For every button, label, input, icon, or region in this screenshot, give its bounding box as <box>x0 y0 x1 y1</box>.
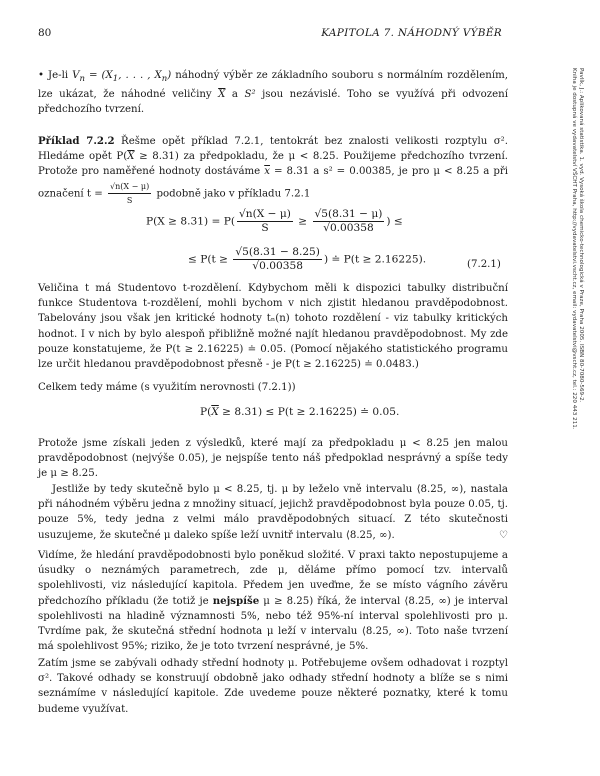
example-text-2: ≥ 8.31) za předpokladu, že μ < 8.25. Použijeme předchozího tvrzení. Protože pro naměřené hodnoty dostáváme <box>38 151 508 178</box>
eq1-f3-den: √0.00358 <box>252 260 303 272</box>
example-text-3: = 8.31 a s² = 0.00385, je pro μ < 8.25 a při označení t = <box>38 166 508 200</box>
chapter-title: KAPITOLA 7. NÁHODNÝ VÝBĚR <box>321 27 502 39</box>
eq1-f3-num: √5(8.31 − 8.25) <box>235 246 320 258</box>
xbar-lower-symbol: $\overline{x}$ <box>264 166 270 178</box>
bullet-text-4: jsou nezávislé. Toho se využívá při odvození předchozího tvrzení. <box>38 89 508 116</box>
eq1-f1-den: S <box>261 222 269 234</box>
eq1-f2-num: √5(8.31 − μ) <box>314 208 383 220</box>
eq1-mid: ≥ <box>298 215 308 228</box>
vn-formula: $V_n = (X_1$, . . . , $X_n$) <box>72 70 172 85</box>
t-fraction-den: S <box>126 195 133 205</box>
xbar-symbol: $\overline{X}$ <box>211 406 219 418</box>
eq1-fraction-1 <box>237 208 293 235</box>
paragraph-variance: Zatím jsme se zabývali odhady střední hodnoty μ. Potřebujeme ovšem odhadovat i rozptyl σ². Takové odhady se konstruují obdobně jako odhady střední hodnoty a blíže se s nimi seznámíme v následující kapitole. Zde uvedeme pouze některé poznatky, které k tomu budeme využívat. <box>38 658 508 715</box>
paragraph-interval-text: Jestliže by tedy skutečně bylo μ < 8.25, tj. μ by leželo vně intervalu ⟨8.25, ∞), nastala při náhodném výběru jedna z množiny situací, jejichž pravděpodobnost byla pouze 0.05, tj. pouze 5%, tedy jedna z velmi málo pravděpodobných situací. Z této skutečnosti usuzujeme, že skutečné μ daleko spíše leží uvnitř intervalu ⟨8.25, ∞). <box>38 484 508 541</box>
xbar-symbol: $\overline{X}$ <box>218 89 226 101</box>
eq1-f2-den: √0.00358 <box>323 222 374 234</box>
bullet-text-3: a <box>225 89 245 101</box>
paragraph-celkem: Celkem tedy máme (s využitím nerovnosti (7.2.1)) <box>38 382 296 393</box>
paragraph-student-t: Veličina t má Studentovo t-rozdělení. Kdybychom měli k dispozici tabulky distribuční funkce Studentova t-rozdělení, mohli bychom v nich zjistit hledanou pravděpodobnost. Tabelovány jsou však jen kritické hodnoty tₙ(n) tohoto rozdělení - viz tabulky kritických hodnot. I v nich by bylo alespoň přibližně možné najít hledanou pravděpodobnost. My zde pouze konstatujeme, že P(t ≥ 2.16225) ≐ 0.05. (Pomocí nějakého statistického programu lze určit hledanou pravděpodobnost přesně - je P(t ≥ 2.16225) ≐ 0.0483.) <box>38 283 508 371</box>
eq2-b: ≥ 8.31) ≤ P(t ≥ 2.16225) ≐ 0.05. <box>218 406 400 418</box>
xbar-symbol: $\overline{X}$ <box>127 151 135 163</box>
emphasis-nejspise: nejspíše <box>212 594 260 607</box>
bullet-paragraph <box>38 68 508 118</box>
paragraph-conclusion: Protože jsme získali jeden z výsledků, které mají za předpokladu μ < 8.25 jen malou pravděpodobnost (nejvýše 0.05), je nejspíše tento náš předpoklad nesprávný a spíše tedy je μ ≥ 8.25. <box>38 438 508 480</box>
side-note-line1: Pavlík, J.: Aplikovaná statistika. 1. vyd. Vysoká škola chemicko-technologická v Praze, Praha 2005. ISBN 80-7080-569-2. <box>578 68 584 403</box>
end-of-example-heart-icon: ♡ <box>498 529 508 541</box>
t-definition-fraction <box>108 180 151 207</box>
t-fraction-num: √n(X − μ) <box>108 180 151 194</box>
paragraph-confidence-text-2: μ ≥ 8.25) říká, že interval ⟨8.25, ∞) je interval spolehlivosti na hladině významnosti 5%, nebo též 95%-ní interval spolehlivosti pro μ. Tvrdíme pak, že skutečná střední hodnota μ leží v intervalu ⟨8.25, ∞). Toto naše tvrzení má spolehlivost 95%; riziko, že je toto tvrzení nesprávné, je 5%. <box>38 595 508 653</box>
eq1-end: ) ≤ <box>386 215 403 228</box>
eq1-line2-b: ) ≐ P(t ≥ 2.16225). <box>323 253 427 266</box>
paragraph-confidence <box>38 548 508 654</box>
side-copyright-note <box>566 68 584 508</box>
paragraph-interval <box>38 482 508 543</box>
example-text-1: Řešme opět příklad 7.2.1, tentokrát bez znalosti velikosti rozptylu σ². Hledáme opět P( <box>38 136 508 163</box>
eq1-fraction-3 <box>233 246 322 273</box>
example-text-4: podobně jako v příkladu 7.2.1 <box>153 188 311 200</box>
equation-summary <box>200 406 399 418</box>
eq2-a: P( <box>200 406 212 418</box>
equation-7-2-1-line1 <box>146 208 403 235</box>
eq1-fraction-2 <box>313 208 385 235</box>
example-label: Příklad 7.2.2 <box>38 135 115 147</box>
example-paragraph <box>38 134 508 207</box>
eq1-f1-num: √n(X − μ) <box>239 208 291 220</box>
s2-symbol: S² <box>244 89 256 101</box>
bullet-text-1: • Je-li <box>38 70 73 81</box>
equation-number: (7.2.1) <box>467 259 501 270</box>
paragraph-confidence-text-1: Vidíme, že hledání pravděpodobnosti bylo poněkud složité. V praxi takto nepostupujeme a úsudky o neznámých parametrech, zde μ, děláme přímo pomocí tzv. intervalů spolehlivosti, viz následující kapitola. Předem jen uveďme, že se místo vágního závěru předchozího příkladu (že totiž je <box>38 550 508 607</box>
bullet-text-2: náhodný výběr ze základního souboru s normálním rozdělením, lze ukázat, že náhodné veličiny <box>38 70 508 101</box>
side-note-line2: Kniha je dostupná ve vydavatelství VŠCHT Praha, http://vydavatelstvi.vscht.cz, email: vydavatelstvi@vscht.cz, tel.: 220 443 211. <box>571 68 577 430</box>
page-number: 80 <box>38 27 52 39</box>
equation-7-2-1-line2 <box>188 246 426 273</box>
eq1-line2-a: ≤ P(t ≥ <box>188 253 229 266</box>
eq1-lhs: P(X ≥ 8.31) = P( <box>146 215 236 228</box>
